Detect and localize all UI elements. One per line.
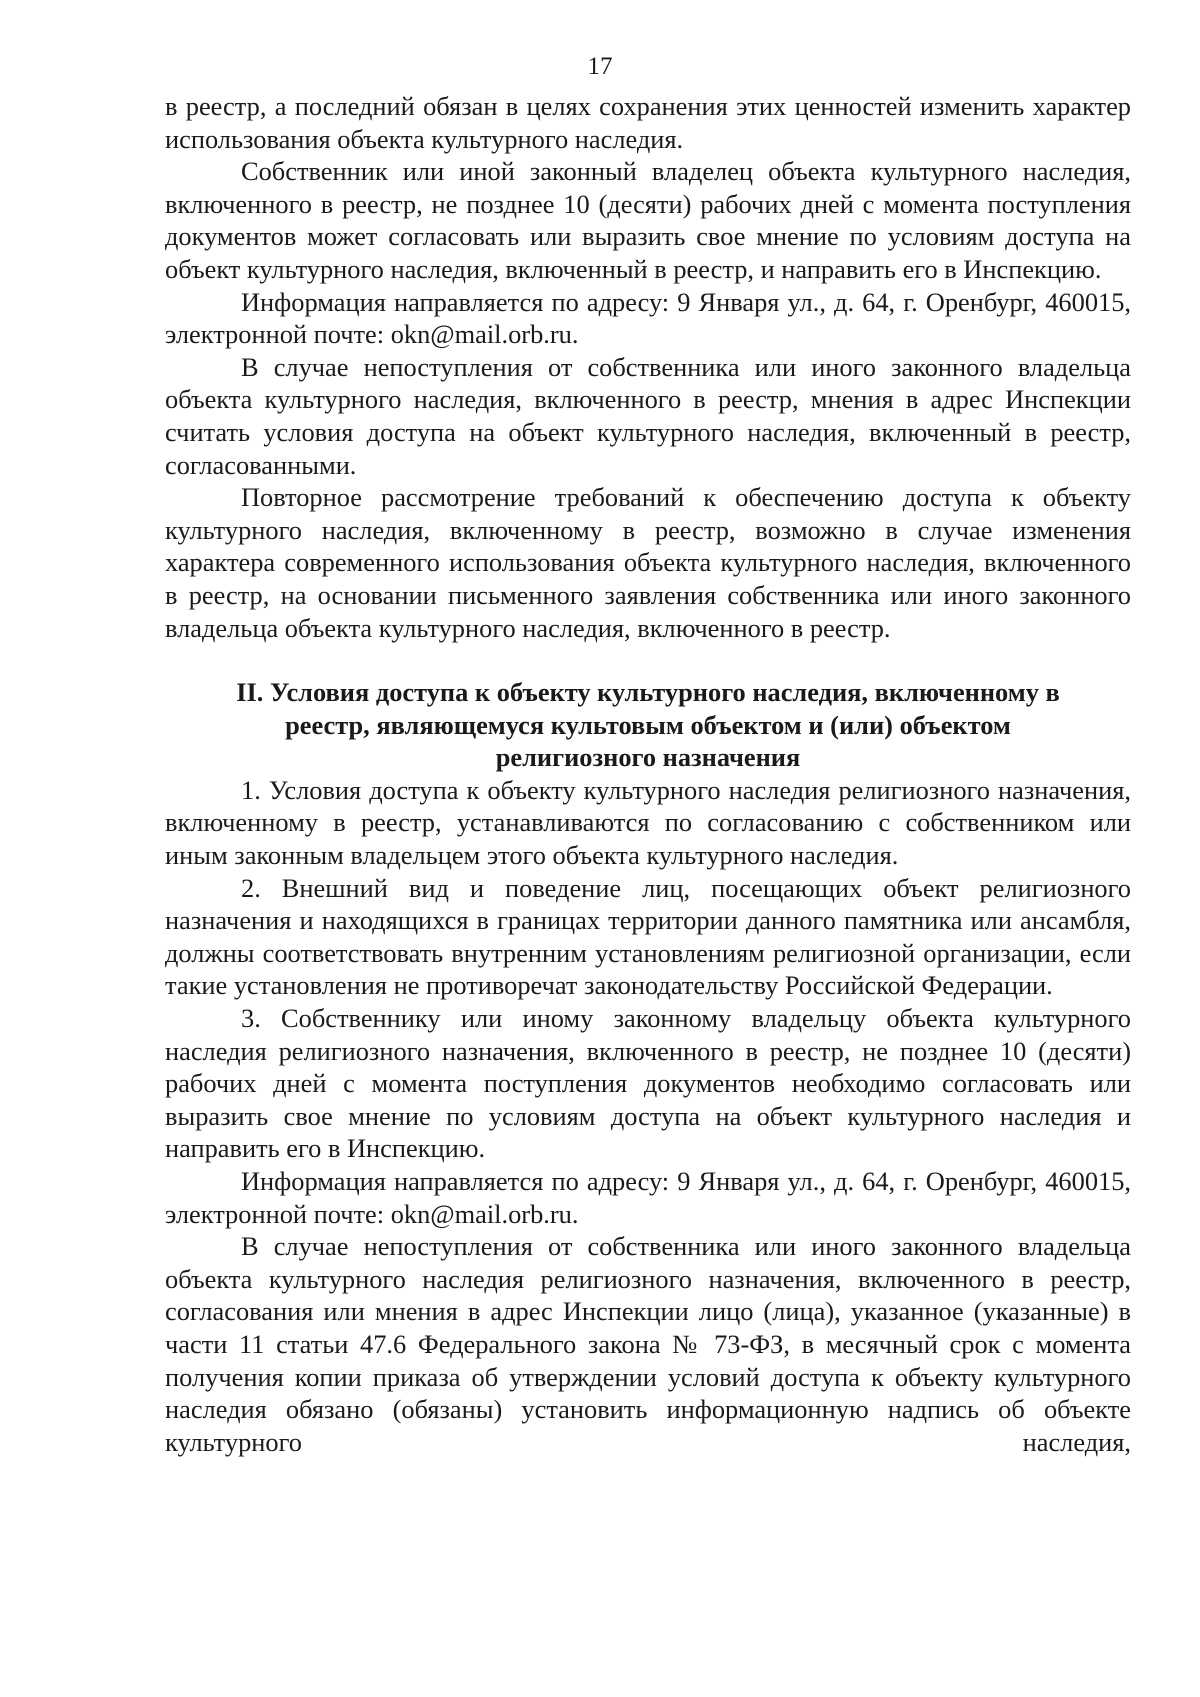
section-heading — [165, 676, 1131, 774]
paragraph-item-2: 2. Внешний вид и поведение лиц, посещающих объект религиозного назначения и находящихся в границах территории данного памятника или ансамбля, должны соответствовать внутренним установлениям религиозной организации, если такие установления не противоречат законодательству Российской Федерации. — [165, 872, 1131, 1001]
paragraph-reconsideration: Повторное рассмотрение требований к обеспечению доступа к объекту культурного наследия, включенному в реестр, возможно в случае изменения характера современного использования объекта культурного наследия, включенного в реестр, на основании письменного заявления собственника или иного законного владельца объекта культурного наследия, включенного в реестр. — [165, 482, 1131, 643]
paragraph-owner-opinion: Собственник или иной законный владелец объекта культурного наследия, включенного в реестр, не позднее 10 (десяти) рабочих дней с момента поступления документов может согласовать или выразить свое мнение по условиям доступа на объект культурного наследия, включенный в реестр, и направить его в Инспекцию. — [165, 156, 1131, 284]
paragraph-address-info-2: Информация направляется по адресу: 9 Января ул., д. 64, г. Оренбург, 460015, электронной почте: okn@mail.orb.ru. — [165, 1166, 1131, 1229]
section-heading-line: II. Условия доступа к объекту культурного наследия, включенному в — [236, 677, 1060, 708]
paragraph-address-info: Информация направляется по адресу: 9 Января ул., д. 64, г. Оренбург, 460015, электронной почте: okn@mail.orb.ru. — [165, 286, 1131, 350]
paragraph-no-response-2: В случае непоступления от собственника или иного законного владельца объекта культурного наследия религиозного назначения, включенного в реестр, согласования или мнения в адрес Инспекции лицо (лица), указанное (указанные) в части 11 статьи 47.6 Федерального закона № 73-ФЗ, в месячный срок с момента получения копии приказа об утверждении условий доступа к объекту культурного наследия обязано (обязаны) установить информационную надпись об объекте культурного наследия, — [165, 1231, 1131, 1457]
section-heading-line: религиозного назначения — [495, 742, 801, 773]
paragraph-item-1: 1. Условия доступа к объекту культурного наследия религиозного назначения, включенному в реестр, устанавливаются по согласованию с собственником или иным законным владельцем этого объекта культурного наследия. — [165, 774, 1131, 871]
paragraph-no-response: В случае непоступления от собственника или иного законного владельца объекта культурного наследия, включенного в реестр, мнения в адрес Инспекции считать условия доступа на объект культурного наследия, включенный в реестр, согласованными. — [165, 351, 1131, 480]
paragraph-item-3: 3. Собственнику или иному законному владельцу объекта культурного наследия религиозного назначения, включенного в реестр, не позднее 10 (десяти) рабочих дней с момента поступления документов необходимо согласовать или выразить свое мнение по условиям доступа на объект культурного наследия и направить его в Инспекцию. — [165, 1003, 1131, 1164]
document-body — [165, 90, 1131, 1458]
page-number: 17 — [587, 53, 613, 80]
section-heading-line: реестр, являющемуся культовым объектом и (или) объектом — [285, 709, 1011, 740]
paragraph-continuation: в реестр, а последний обязан в целях сохранения этих ценностей изменить характер использования объекта культурного наследия. — [165, 91, 1131, 154]
